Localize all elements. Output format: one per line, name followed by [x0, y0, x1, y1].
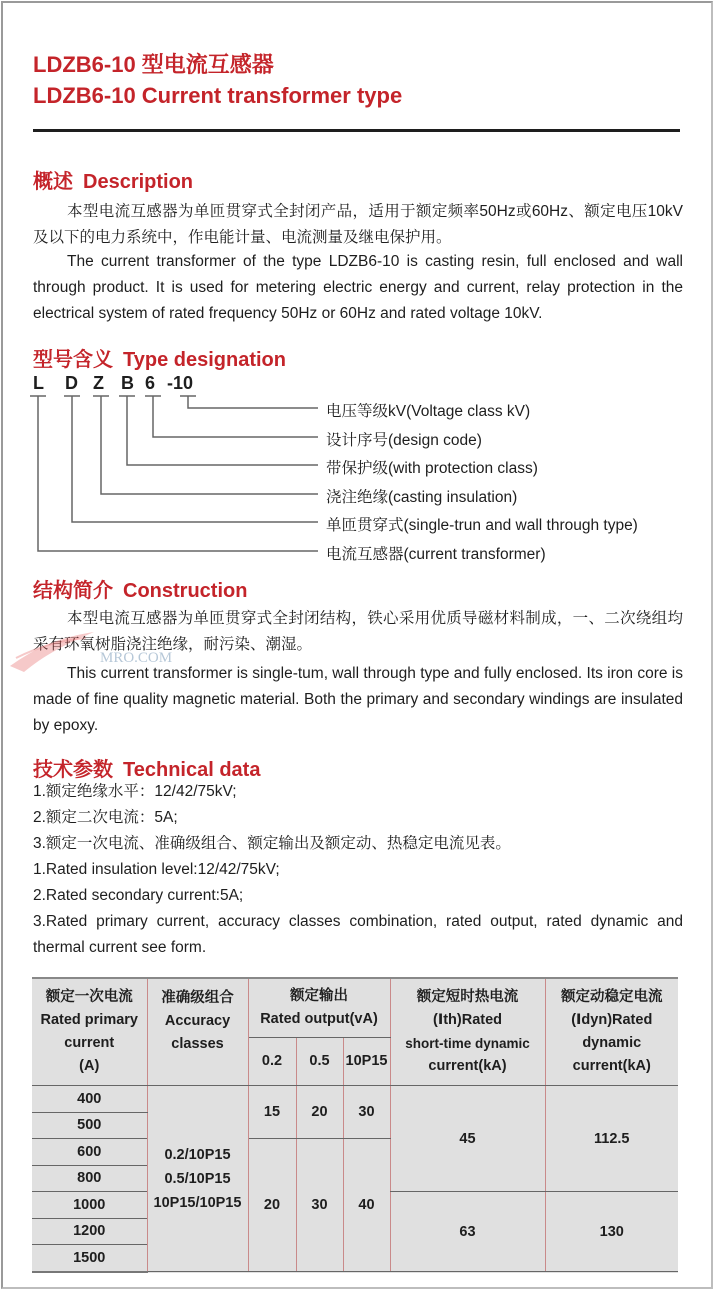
description-paragraph-cn: 本型电流互感器为单匝贯穿式全封闭产品，适用于额定频率50Hz或60Hz、额定电压10kV 及以下的电力系统中，作电能计量、电流测量及继电保护用。	[33, 203, 683, 246]
table-header-row	[32, 978, 678, 1038]
header-output-10p15: 10P15	[343, 1038, 390, 1086]
cell-output-0.5-group2: 30	[296, 1139, 343, 1272]
cell-output-0.2-group2: 20	[248, 1139, 296, 1272]
header-dynamic-current	[545, 978, 678, 1086]
code-part-6: 6	[145, 373, 156, 393]
technical-heading-en: Technical data	[123, 759, 261, 781]
cell-primary-current: 600	[32, 1139, 147, 1166]
header-dynamic-en-1: (Ⅰdyn)Rated	[571, 1012, 653, 1028]
designation-label-casting: 浇注绝缘(casting insulation)	[326, 489, 518, 506]
designation-label-voltage: 电压等级kV(Voltage class kV)	[326, 403, 531, 420]
cell-primary-current: 1000	[32, 1192, 147, 1219]
connector-protection	[119, 396, 318, 465]
cell-thermal-group1: 45	[390, 1086, 545, 1192]
technical-item-en-3: 3.Rated primary current, accuracy classes combination, rated output, rated dynamic and thermal current see form.	[33, 913, 683, 956]
code-part-10: -10	[167, 373, 194, 393]
designation-label-transformer: 电流互感器(current transformer)	[326, 546, 546, 563]
construction-paragraph-cn: 本型电流互感器为单匝贯穿式全封闭结构，铁心采用优质导磁材料制成，一、二次绕组均采有环氧树脂浇注绝缘，耐污染、潮湿。	[33, 610, 683, 653]
cell-dynamic-group1: 112.5	[545, 1086, 678, 1192]
construction-paragraph-en: This current transformer is single-tum, wall through type and fully enclosed. Its iron core is made of fine quality magnetic material. Both the primary and secondary windings are insulated by epoxy.	[33, 665, 683, 734]
header-primary-unit: (A)	[79, 1058, 100, 1074]
header-dynamic-en-2: dynamic	[582, 1035, 642, 1051]
header-accuracy-en-1: Accuracy	[164, 1013, 231, 1029]
cell-primary-current: 1500	[32, 1245, 147, 1272]
code-part-d: D	[65, 373, 78, 393]
designation-connector-lines	[0, 0, 720, 600]
cell-output-10p15-group2: 40	[343, 1139, 390, 1272]
designation-heading-cn: 型号含义	[33, 349, 113, 371]
description-heading-en: Description	[83, 171, 194, 193]
cell-primary-current: 800	[32, 1165, 147, 1192]
header-output-0.2: 0.2	[248, 1038, 296, 1086]
connector-voltage	[180, 396, 318, 408]
accuracy-class-3: 10P15/10P15	[153, 1194, 242, 1211]
technical-item-cn-3: 3.额定一次电流、准确级组合、额定输出及额定动、热稳定电流见表。	[33, 835, 511, 852]
technical-heading-cn: 技术参数	[33, 759, 113, 781]
cell-output-0.5-group1: 20	[296, 1086, 343, 1139]
header-accuracy-classes	[147, 978, 248, 1086]
cell-primary-current: 400	[32, 1086, 147, 1113]
cell-dynamic-group2: 130	[545, 1192, 678, 1272]
code-part-z: Z	[93, 373, 104, 393]
connector-transformer	[30, 396, 318, 551]
cell-thermal-group2: 63	[390, 1192, 545, 1272]
cell-primary-current: 1200	[32, 1218, 147, 1245]
header-output-en: Rated output(vA)	[260, 1011, 378, 1027]
header-output-0.5: 0.5	[296, 1038, 343, 1086]
accuracy-class-1: 0.2/10P15	[164, 1146, 231, 1163]
header-dynamic-en-3: current(kA)	[572, 1058, 651, 1074]
title-en: LDZB6-10 Current transformer type	[33, 83, 403, 108]
cell-accuracy-classes	[147, 1086, 248, 1272]
header-output-cn: 额定输出	[290, 988, 348, 1004]
header-accuracy-cn: 准确级组合	[161, 990, 234, 1006]
table-row	[32, 1086, 678, 1113]
watermark-text: MRO.COM	[100, 650, 173, 666]
designation-label-design: 设计序号(design code)	[326, 432, 482, 449]
accuracy-class-2: 0.5/10P15	[164, 1170, 231, 1187]
header-primary-en-1: Rated primary	[40, 1012, 138, 1028]
header-primary-en-2: current	[64, 1035, 115, 1051]
connector-design	[145, 396, 318, 437]
title-cn: LDZB6-10 型电流互感器	[33, 52, 274, 77]
technical-item-en-1: 1.Rated insulation level:12/42/75kV;	[33, 861, 280, 878]
technical-heading	[33, 753, 260, 782]
header-primary-cn: 额定一次电流	[45, 989, 133, 1005]
code-part-l: L	[33, 373, 44, 393]
cell-output-0.2-group1: 15	[248, 1086, 296, 1139]
construction-heading-en: Construction	[123, 580, 248, 602]
cell-output-10p15-group1: 30	[343, 1086, 390, 1139]
header-accuracy-en-2: classes	[171, 1036, 224, 1052]
spec-table	[32, 977, 678, 1273]
designation-label-single-turn: 单匝贯穿式(single-trun and wall through type)	[326, 517, 638, 534]
technical-item-cn-1: 1.额定绝缘水平：12/42/75kV;	[33, 783, 237, 800]
technical-item-cn-2: 2.额定二次电流：5A;	[33, 809, 178, 826]
header-primary-current	[32, 978, 147, 1086]
header-thermal-en-2: short-time dynamic	[405, 1036, 530, 1051]
construction-heading-cn: 结构简介	[33, 580, 113, 602]
construction-heading	[33, 574, 247, 603]
description-heading-cn: 概述	[33, 171, 73, 193]
designation-heading-en: Type designation	[123, 349, 286, 371]
header-thermal-en-1: (Ⅰth)Rated	[432, 1012, 503, 1028]
header-dynamic-cn: 额定动稳定电流	[561, 989, 663, 1005]
connector-single-turn	[64, 396, 318, 522]
designation-label-protection: 带保护级(with protection class)	[326, 460, 538, 477]
header-thermal-current	[390, 978, 545, 1086]
cell-primary-current: 500	[32, 1112, 147, 1139]
code-part-b: B	[121, 373, 134, 393]
header-thermal-cn: 额定短时热电流	[416, 989, 519, 1005]
header-thermal-en-3: current(kA)	[428, 1058, 507, 1074]
header-rated-output	[248, 978, 390, 1038]
technical-item-en-2: 2.Rated secondary current:5A;	[33, 887, 244, 904]
description-paragraph-en: The current transformer of the type LDZB6-10 is casting resin, full enclosed and wall through product. It is used for metering electric energy and current, relay protection in the electrical system of rated frequency 50Hz or 60Hz and rated voltage 10kV.	[33, 253, 683, 322]
